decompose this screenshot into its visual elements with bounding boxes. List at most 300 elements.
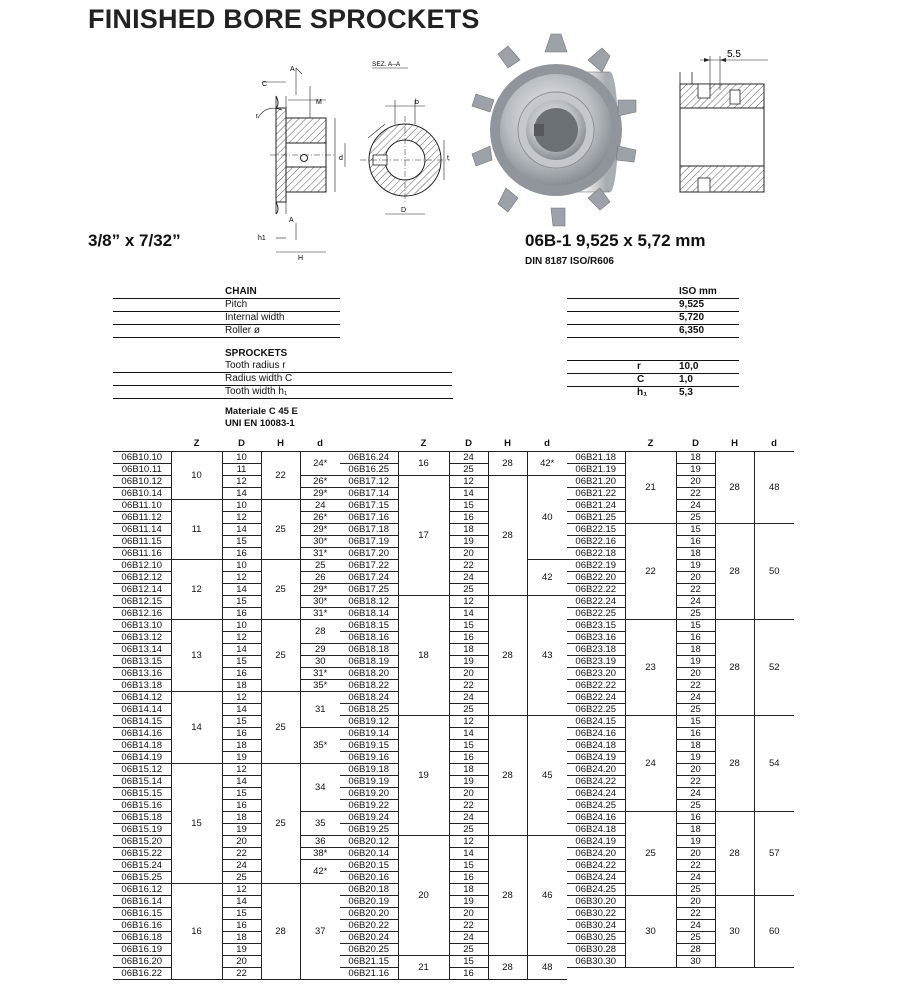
sprocket-code: 06B23.20 — [567, 668, 625, 680]
bore-diameter: 30 — [676, 956, 715, 968]
tooth-width-label: Tooth width h₁ — [113, 386, 453, 399]
radius-width-value: 1,0 — [679, 374, 693, 385]
bore-diameter: 16 — [449, 512, 488, 524]
label-b: b — [415, 99, 419, 106]
sprocket-code: 06B21.19 — [567, 464, 625, 476]
label-h1: h1 — [258, 235, 266, 242]
table-row — [567, 896, 794, 908]
chain-pitch-label: Pitch — [113, 299, 340, 312]
bore-diameter: 19 — [449, 776, 488, 788]
sprocket-code: 06B20.25 — [340, 944, 398, 956]
sprocket-code: 06B13.18 — [113, 680, 171, 692]
sprocket-code: 06B24.25 — [567, 884, 625, 896]
bore-diameter: 16 — [222, 608, 261, 620]
bore-diameter: 18 — [449, 644, 488, 656]
sprocket-code: 06B17.16 — [340, 512, 398, 524]
bore-diameter: 10 — [222, 620, 261, 632]
teeth-count: 11 — [171, 500, 222, 560]
table-row — [340, 596, 567, 608]
bore-diameter: 24 — [676, 692, 715, 704]
hub-diameter: 31* — [300, 608, 340, 620]
sprocket-code: 06B13.10 — [113, 620, 171, 632]
bore-diameter: 12 — [449, 596, 488, 608]
bore-diameter: 12 — [222, 884, 261, 896]
hub-diameter: 42* — [527, 452, 567, 476]
table-row — [567, 620, 794, 632]
teeth-count: 17 — [398, 476, 449, 596]
hub-diameter: 35 — [300, 812, 340, 836]
table-row — [113, 764, 340, 776]
teeth-count: 18 — [398, 596, 449, 716]
table-row — [113, 536, 340, 548]
sprocket-code: 06B17.20 — [340, 548, 398, 560]
hub-length: 28 — [715, 524, 754, 620]
bore-diameter: 15 — [676, 524, 715, 536]
sprocket-code: 06B16.24 — [340, 452, 398, 464]
sprocket-code: 06B24.22 — [567, 860, 625, 872]
sprocket-code: 06B16.12 — [113, 884, 171, 896]
teeth-count: 16 — [398, 452, 449, 476]
bore-diameter: 20 — [449, 668, 488, 680]
bore-diameter: 16 — [222, 800, 261, 812]
bore-diameter: 22 — [676, 680, 715, 692]
bore-diameter: 25 — [449, 824, 488, 836]
hub-length: 25 — [261, 560, 300, 620]
bore-diameter: 18 — [449, 764, 488, 776]
table-row — [340, 476, 567, 488]
bore-diameter: 18 — [676, 644, 715, 656]
sprocket-code: 06B18.24 — [340, 692, 398, 704]
hub-length: 28 — [488, 452, 527, 476]
sprocket-code: 06B15.19 — [113, 824, 171, 836]
sprocket-code: 06B22.22 — [567, 584, 625, 596]
column-header: H — [261, 437, 300, 452]
chain-pitch-value: 9,525 — [679, 299, 705, 310]
teeth-count: 20 — [398, 836, 449, 956]
bore-diameter: 19 — [676, 656, 715, 668]
sprocket-table-3 — [567, 437, 794, 968]
sprocket-code: 06B18.14 — [340, 608, 398, 620]
hub-diameter: 24 — [300, 500, 340, 512]
column-header: D — [676, 437, 715, 452]
chain-spec-labels — [113, 286, 340, 338]
sprocket-code: 06B20.20 — [340, 908, 398, 920]
table-row — [113, 596, 340, 608]
table-row — [340, 836, 567, 848]
table-row — [340, 452, 567, 464]
sprocket-code: 06B11.12 — [113, 512, 171, 524]
sprocket-code: 06B17.12 — [340, 476, 398, 488]
teeth-count: 22 — [625, 524, 676, 620]
bore-diameter: 24 — [676, 596, 715, 608]
sprocket-code: 06B23.15 — [567, 620, 625, 632]
section-aa-drawing — [360, 68, 450, 214]
column-header: H — [488, 437, 527, 452]
hub-length: 25 — [261, 500, 300, 560]
hub-diameter: 29 — [300, 644, 340, 656]
bore-diameter: 20 — [222, 956, 261, 968]
sprocket-code: 06B24.15 — [567, 716, 625, 728]
table-row — [113, 692, 340, 704]
sprocket-code: 06B30.25 — [567, 932, 625, 944]
sprocket-code: 06B21.20 — [567, 476, 625, 488]
hub-length: 25 — [261, 620, 300, 692]
sprocket-code: 06B22.18 — [567, 548, 625, 560]
sprocket-code: 06B18.12 — [340, 596, 398, 608]
bore-diameter: 18 — [676, 824, 715, 836]
sprocket-code: 06B18.22 — [340, 680, 398, 692]
sprocket-code: 06B14.16 — [113, 728, 171, 740]
pitch-inches-heading: 3/8” x 7/32” — [88, 231, 181, 250]
table-row — [113, 836, 340, 848]
chain-spec-values — [567, 286, 739, 338]
sprocket-code: 06B24.16 — [567, 812, 625, 824]
hub-length: 28 — [488, 596, 527, 716]
bore-diameter: 12 — [222, 512, 261, 524]
bore-diameter: 19 — [449, 896, 488, 908]
hub-diameter: 29* — [300, 584, 340, 596]
table-row — [113, 584, 340, 596]
column-header — [340, 437, 398, 452]
bore-diameter: 15 — [222, 596, 261, 608]
bore-diameter: 15 — [222, 908, 261, 920]
bore-diameter: 20 — [676, 764, 715, 776]
sprocket-code: 06B17.24 — [340, 572, 398, 584]
column-header: Z — [398, 437, 449, 452]
side-section-drawing — [258, 68, 345, 252]
teeth-count: 15 — [171, 764, 222, 884]
column-header: Z — [171, 437, 222, 452]
sprocket-code: 06B22.25 — [567, 608, 625, 620]
teeth-count: 13 — [171, 620, 222, 692]
sprocket-code: 06B19.16 — [340, 752, 398, 764]
hub-diameter: 31* — [300, 548, 340, 560]
sprocket-code: 06B15.14 — [113, 776, 171, 788]
bore-diameter: 12 — [222, 572, 261, 584]
hub-length: 25 — [261, 692, 300, 764]
bore-diameter: 18 — [449, 884, 488, 896]
bore-diameter: 24 — [449, 812, 488, 824]
column-header: d — [527, 437, 567, 452]
column-header: d — [300, 437, 340, 452]
bore-diameter: 24 — [449, 452, 488, 464]
sprocket-code: 06B15.24 — [113, 860, 171, 872]
sprocket-code: 06B15.16 — [113, 800, 171, 812]
bore-diameter: 16 — [676, 812, 715, 824]
sprocket-code: 06B17.22 — [340, 560, 398, 572]
bore-diameter: 25 — [676, 608, 715, 620]
hub-length: 30 — [715, 896, 754, 968]
sprocket-code: 06B30.22 — [567, 908, 625, 920]
bore-diameter: 14 — [222, 704, 261, 716]
bore-diameter: 18 — [676, 548, 715, 560]
hub-diameter: 24* — [300, 452, 340, 476]
teeth-count: 12 — [171, 560, 222, 620]
sprocket-code: 06B11.15 — [113, 536, 171, 548]
sprocket-code: 06B15.20 — [113, 836, 171, 848]
bore-diameter: 18 — [222, 680, 261, 692]
column-header — [567, 437, 625, 452]
teeth-count: 25 — [625, 812, 676, 896]
hub-diameter: 30* — [300, 536, 340, 548]
bore-diameter: 25 — [449, 944, 488, 956]
hub-diameter: 45 — [527, 716, 567, 836]
chain-roller-value: 6,350 — [679, 325, 705, 336]
table-row — [113, 488, 340, 500]
sprocket-spec-values — [567, 348, 739, 399]
bore-diameter: 25 — [676, 932, 715, 944]
sprocket-code: 06B18.18 — [340, 644, 398, 656]
sprocket-code: 06B19.24 — [340, 812, 398, 824]
sprockets-header: SPROCKETS — [225, 348, 288, 359]
sprocket-code: 06B10.14 — [113, 488, 171, 500]
table-row — [113, 512, 340, 524]
sprocket-code: 06B16.18 — [113, 932, 171, 944]
bore-diameter: 19 — [222, 944, 261, 956]
table-header-row — [567, 437, 794, 452]
sprocket-code: 06B21.24 — [567, 500, 625, 512]
bore-diameter: 14 — [449, 728, 488, 740]
table-row — [340, 956, 567, 968]
bore-diameter: 15 — [449, 620, 488, 632]
bore-diameter: 10 — [222, 500, 261, 512]
bore-diameter: 19 — [676, 560, 715, 572]
bore-diameter: 20 — [676, 668, 715, 680]
material-note — [225, 406, 298, 430]
sprocket-code: 06B17.25 — [340, 584, 398, 596]
bore-diameter: 11 — [222, 464, 261, 476]
sprocket-code: 06B17.19 — [340, 536, 398, 548]
bore-diameter: 25 — [676, 800, 715, 812]
bore-diameter: 10 — [222, 452, 261, 464]
hub-length: 28 — [715, 716, 754, 812]
chain-internal-width-label: Internal width — [113, 312, 340, 325]
sprocket-code: 06B23.18 — [567, 644, 625, 656]
bore-diameter: 22 — [449, 920, 488, 932]
sprocket-code: 06B21.16 — [340, 968, 398, 980]
bore-diameter: 16 — [222, 920, 261, 932]
sprocket-code: 06B19.19 — [340, 776, 398, 788]
hub-length: 28 — [715, 812, 754, 896]
bore-diameter: 15 — [222, 716, 261, 728]
sprocket-code: 06B15.22 — [113, 848, 171, 860]
bore-diameter: 25 — [676, 884, 715, 896]
sprocket-code: 06B22.25 — [567, 704, 625, 716]
sprocket-code: 06B22.22 — [567, 680, 625, 692]
sprocket-code: 06B24.20 — [567, 848, 625, 860]
sprocket-code: 06B19.12 — [340, 716, 398, 728]
material-line-1: Materiale C 45 E — [225, 406, 298, 417]
hub-diameter: 54 — [754, 716, 794, 812]
hub-diameter: 43 — [527, 596, 567, 716]
sprocket-code: 06B11.14 — [113, 524, 171, 536]
sprocket-code: 06B24.20 — [567, 764, 625, 776]
table-row — [113, 848, 340, 860]
hub-diameter: 37 — [300, 884, 340, 980]
bore-diameter: 22 — [676, 584, 715, 596]
bore-diameter: 16 — [676, 536, 715, 548]
sprocket-code: 06B20.15 — [340, 860, 398, 872]
bore-diameter: 14 — [222, 896, 261, 908]
sprocket-code: 06B24.19 — [567, 752, 625, 764]
chain-roller-label: Roller ø — [113, 325, 340, 338]
sprocket-code: 06B20.19 — [340, 896, 398, 908]
bore-diameter: 15 — [676, 716, 715, 728]
hub-length: 28 — [715, 452, 754, 524]
sprocket-code: 06B16.15 — [113, 908, 171, 920]
table-row — [113, 476, 340, 488]
bore-diameter: 16 — [676, 728, 715, 740]
bore-diameter: 19 — [676, 836, 715, 848]
table-row — [340, 716, 567, 728]
label-dd: D — [401, 207, 407, 214]
bore-diameter: 14 — [222, 524, 261, 536]
sprocket-code: 06B16.14 — [113, 896, 171, 908]
bore-diameter: 25 — [222, 872, 261, 884]
hub-length: 28 — [488, 716, 527, 836]
teeth-count: 30 — [625, 896, 676, 968]
bore-diameter: 16 — [449, 872, 488, 884]
chain-code-heading: 06B-1 9,525 x 5,72 mm — [525, 231, 706, 250]
tooth-radius-value: 10,0 — [679, 361, 699, 372]
table-row — [567, 524, 794, 536]
bore-diameter: 24 — [449, 932, 488, 944]
bore-diameter: 15 — [222, 788, 261, 800]
hub-length: 28 — [261, 884, 300, 980]
sprocket-code: 06B20.24 — [340, 932, 398, 944]
bore-diameter: 14 — [449, 608, 488, 620]
bore-diameter: 18 — [222, 812, 261, 824]
bore-diameter: 18 — [449, 524, 488, 536]
hub-diameter: 31* — [300, 668, 340, 680]
bore-diameter: 25 — [449, 464, 488, 476]
hub-diameter: 31 — [300, 692, 340, 728]
bore-diameter: 15 — [449, 740, 488, 752]
sprocket-code: 06B12.12 — [113, 572, 171, 584]
teeth-count: 19 — [398, 716, 449, 836]
column-header: Z — [625, 437, 676, 452]
table-row — [113, 656, 340, 668]
hub-diameter: 36 — [300, 836, 340, 848]
bore-diameter: 22 — [222, 968, 261, 980]
hub-diameter: 42 — [527, 560, 567, 596]
hub-diameter: 28 — [300, 620, 340, 644]
bore-diameter: 25 — [449, 584, 488, 596]
hub-diameter: 26 — [300, 572, 340, 584]
tooth-width-value: 5,3 — [679, 387, 693, 398]
sprocket-photo — [472, 34, 636, 226]
hub-diameter: 40 — [527, 476, 567, 560]
bore-diameter: 20 — [222, 836, 261, 848]
hub-length: 28 — [488, 956, 527, 980]
teeth-count: 10 — [171, 452, 222, 500]
sprocket-code: 06B24.16 — [567, 728, 625, 740]
hub-diameter: 34 — [300, 764, 340, 812]
sprocket-code: 06B22.15 — [567, 524, 625, 536]
bore-diameter: 12 — [222, 476, 261, 488]
sprocket-code: 06B24.18 — [567, 740, 625, 752]
chain-header: CHAIN — [113, 286, 340, 299]
sprocket-code: 06B13.16 — [113, 668, 171, 680]
sprocket-code: 06B21.25 — [567, 512, 625, 524]
hub-diameter: 38* — [300, 848, 340, 860]
table-row — [113, 572, 340, 584]
table-row — [113, 524, 340, 536]
bore-diameter: 15 — [676, 620, 715, 632]
sprocket-code: 06B19.18 — [340, 764, 398, 776]
iso-unit-header: ISO mm — [679, 286, 717, 297]
bore-diameter: 22 — [676, 908, 715, 920]
sprocket-code: 06B17.14 — [340, 488, 398, 500]
table-row — [113, 452, 340, 464]
sprocket-code: 06B22.24 — [567, 692, 625, 704]
sprocket-table-2 — [340, 437, 567, 980]
bore-diameter: 22 — [449, 800, 488, 812]
tooth-radius-label: Tooth radius r — [113, 360, 452, 373]
radius-width-label: Radius width C — [113, 373, 452, 386]
sprocket-code: 06B13.14 — [113, 644, 171, 656]
sprocket-code: 06B20.12 — [340, 836, 398, 848]
sprocket-code: 06B24.19 — [567, 836, 625, 848]
bore-diameter: 19 — [676, 464, 715, 476]
hub-diameter: 35* — [300, 728, 340, 764]
hub-diameter: 60 — [754, 896, 794, 968]
hub-diameter: 25 — [300, 560, 340, 572]
table-row — [113, 608, 340, 620]
bore-diameter: 12 — [449, 476, 488, 488]
bore-diameter: 25 — [676, 704, 715, 716]
bore-diameter: 15 — [222, 656, 261, 668]
column-header: D — [222, 437, 261, 452]
sprocket-code: 06B16.16 — [113, 920, 171, 932]
bore-diameter: 24 — [222, 860, 261, 872]
section-label: SEZ. A–A — [372, 61, 401, 68]
table-row — [113, 812, 340, 824]
label-h: H — [298, 255, 304, 262]
sprocket-code: 06B13.12 — [113, 632, 171, 644]
hub-length: 22 — [261, 452, 300, 500]
sprocket-code: 06B30.24 — [567, 920, 625, 932]
sprocket-code: 06B24.25 — [567, 800, 625, 812]
label-c: C — [262, 81, 268, 88]
table-row — [113, 728, 340, 740]
table-row — [113, 620, 340, 632]
chain-internal-width-value: 5,720 — [679, 312, 705, 323]
bore-diameter: 22 — [676, 860, 715, 872]
tooth-width-symbol: h₁ — [637, 387, 648, 398]
bore-diameter: 15 — [449, 956, 488, 968]
bore-diameter: 22 — [449, 680, 488, 692]
sprocket-code: 06B12.16 — [113, 608, 171, 620]
hub-diameter: 29* — [300, 488, 340, 500]
table-row — [113, 884, 340, 896]
bore-diameter: 24 — [676, 788, 715, 800]
hub-length: 28 — [488, 476, 527, 596]
sprocket-code: 06B23.16 — [567, 632, 625, 644]
sprocket-code: 06B20.16 — [340, 872, 398, 884]
table-row — [340, 560, 567, 572]
sprocket-code: 06B14.14 — [113, 704, 171, 716]
teeth-count: 24 — [625, 716, 676, 812]
material-line-2: UNI EN 10083-1 — [225, 418, 295, 429]
bore-diameter: 16 — [222, 668, 261, 680]
sprocket-code: 06B11.10 — [113, 500, 171, 512]
bore-diameter: 12 — [222, 692, 261, 704]
sprocket-code: 06B17.18 — [340, 524, 398, 536]
bore-diameter: 24 — [449, 692, 488, 704]
bore-diameter: 24 — [676, 872, 715, 884]
bore-diameter: 19 — [222, 752, 261, 764]
